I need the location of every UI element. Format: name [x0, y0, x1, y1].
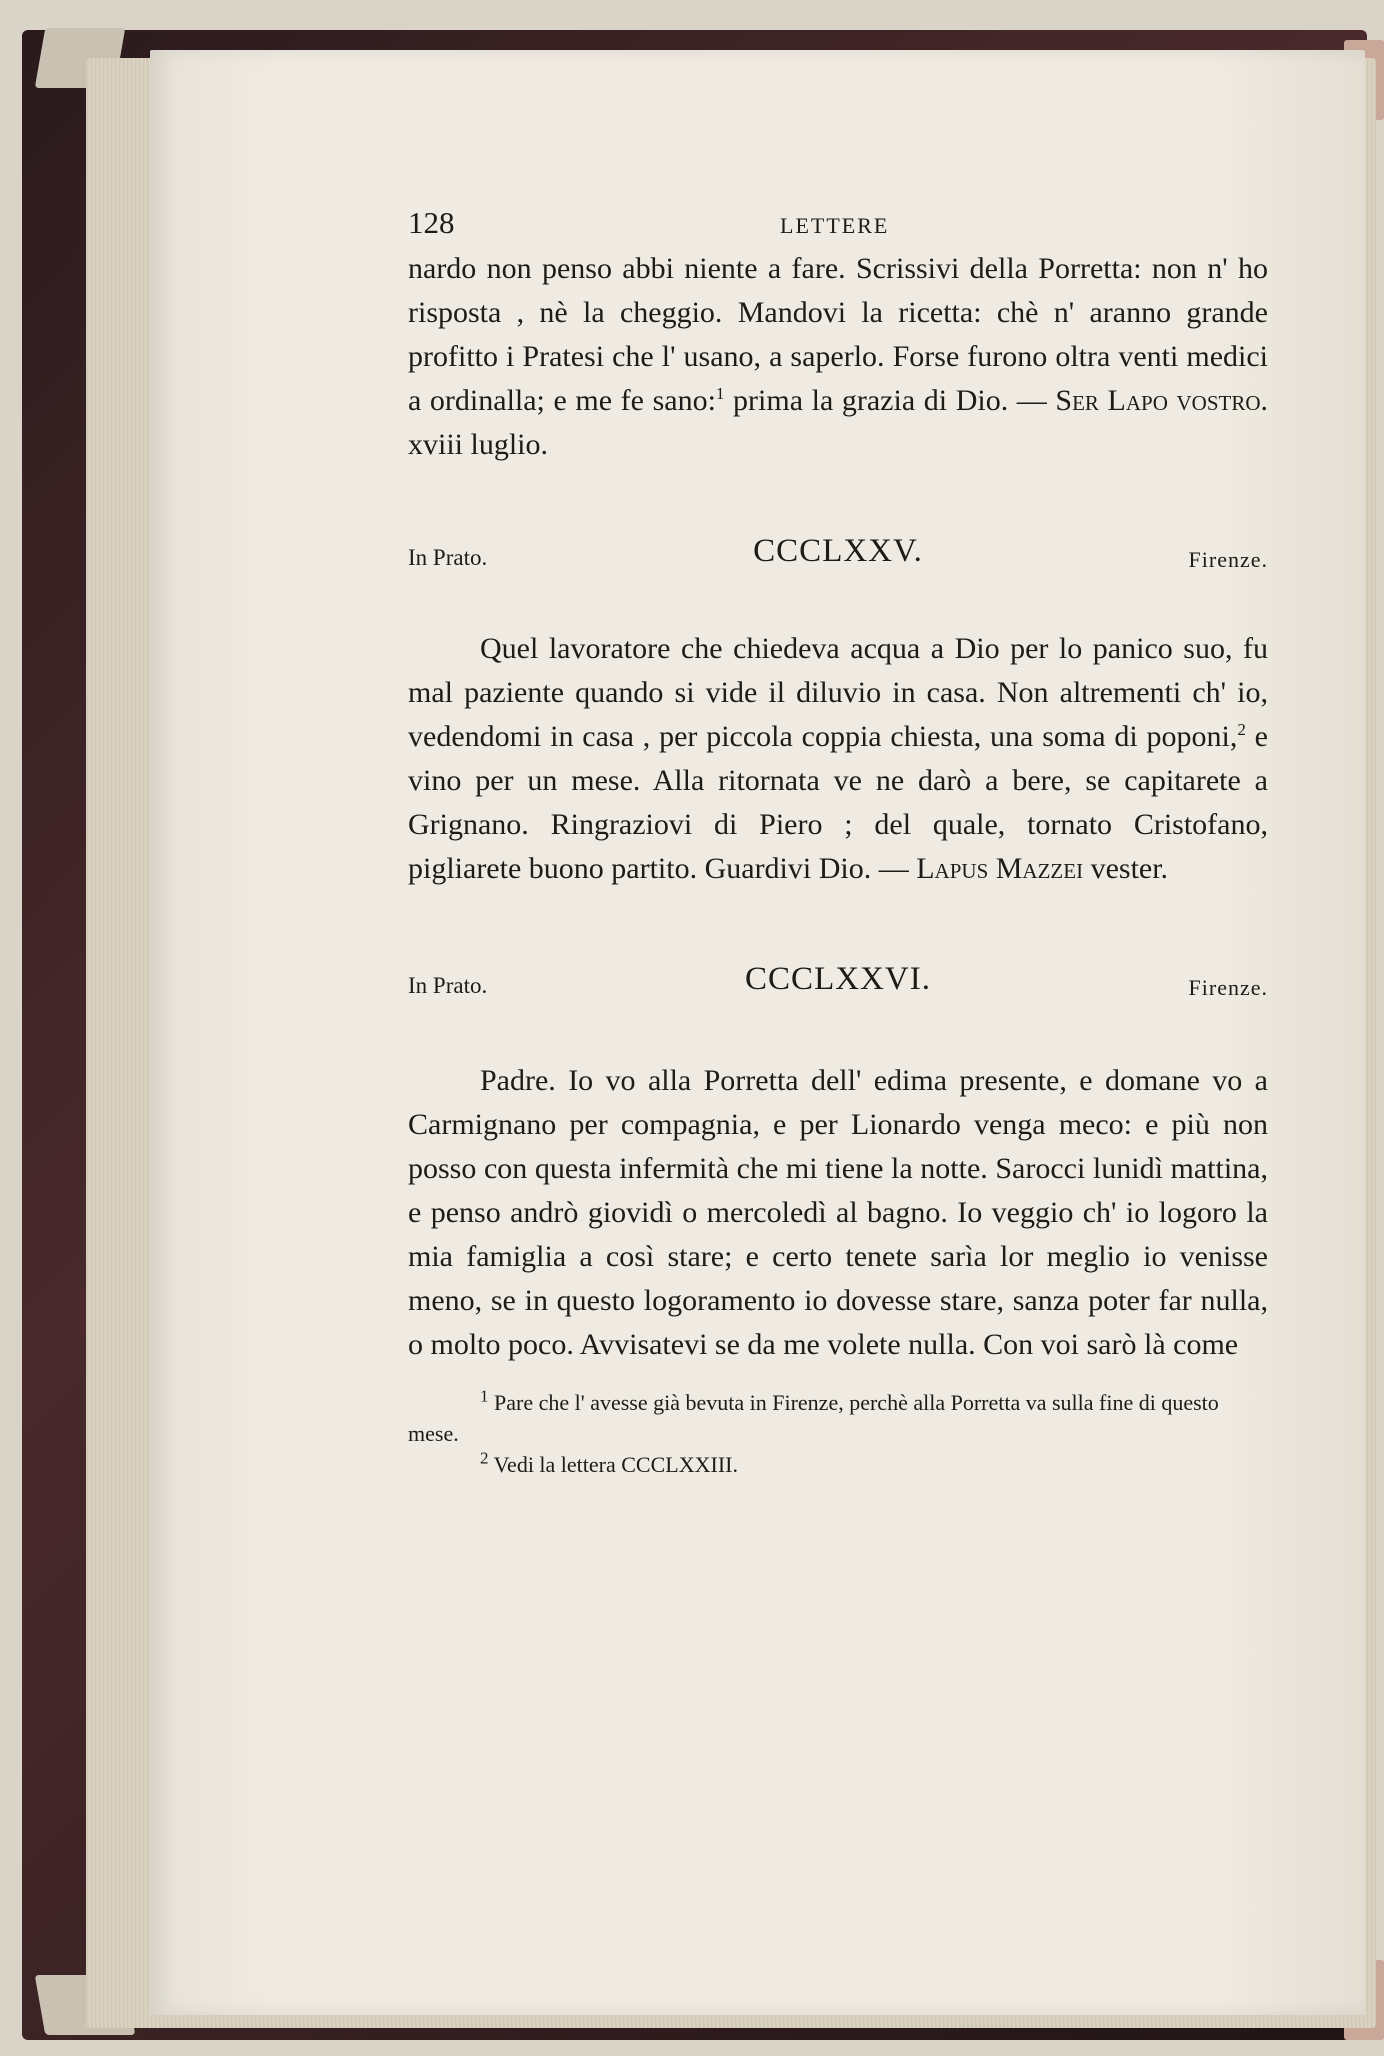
- footnotes: [408, 1387, 1268, 1480]
- place-to: Firenze.: [1188, 547, 1268, 572]
- letter-number: CCCLXXVI.: [745, 961, 931, 997]
- letter-number: CCCLXXV.: [753, 533, 923, 569]
- place-from: In Prato.: [408, 545, 488, 570]
- signature: Lapus Mazzei: [916, 852, 1084, 885]
- signature: Ser Lapo vostro: [1055, 384, 1261, 417]
- continuation-text: nardo non penso abbi niente a fare. Scrissivi della Porretta: non n' ho risposta , nè la cheggio. Mandovi la ricetta: chè n' aranno grande profitto i Pratesi che l' usano, a saperlo. Forse furono oltra venti medici a ordinalla; e me fe sano:: [408, 252, 1268, 417]
- letter-heading: [408, 533, 1268, 587]
- footnote-mark: 2: [480, 1448, 489, 1468]
- letter-text: Quel lavoratore che chiedeva acqua a Dio per lo panico suo, fu mal paziente quando si vide il diluvio in casa. Non altrementi ch' io, vedendomi in casa , per piccola coppia chiesta, una soma di poponi,: [408, 632, 1268, 753]
- continuation-text-2: prima la grazia di Dio. —: [724, 384, 1056, 417]
- footnote: [408, 1387, 1268, 1449]
- place-to: Firenze.: [1188, 975, 1268, 1000]
- page-number: 128: [408, 205, 455, 240]
- letter-continuation: [408, 247, 1268, 467]
- footnote-text: Vedi la lettera CCCLXXIII.: [488, 1452, 738, 1477]
- running-head: [408, 205, 1268, 245]
- letter-heading: [408, 961, 1268, 1015]
- letter-body: [408, 627, 1268, 891]
- footnote-ref: 2: [1237, 720, 1246, 739]
- closing: vester.: [1083, 852, 1169, 885]
- letter-body: Padre. Io vo alla Porretta dell' edima presente, e domane vo a Carmignano per compagnia, e per Lionardo venga meco: e più non posso con questa infermità che mi tiene la notte. Sarocci lunidì mattina, e penso andrò giovidì o mercoledì al bagno. Io veggio ch' io logoro la mia famiglia a così stare; e certo tenete sarìa lor meglio io venisse meno, se in questo logoramento io dovesse stare, sanza poter far nulla, o molto poco. Avvisatevi se da me volete nulla. Con voi sarò là come: [408, 1064, 1268, 1361]
- letter-date: . xviii luglio.: [408, 384, 1269, 461]
- place-from: In Prato.: [408, 973, 488, 998]
- footnote-mark: 1: [480, 1386, 489, 1406]
- letter-text-2: e vino per un mese. Alla ritornata ve ne darò a bere, se capitarete a Grignano. Ringraziovi di Piero ; del quale, tornato Cristofano, pigliarete buono partito. Guardivi Dio. —: [408, 720, 1268, 885]
- footnote-text: Pare che l' avesse già bevuta in Firenze, perchè alla Porretta va sulla fine di questo mese.: [408, 1390, 1219, 1446]
- page-content: [408, 205, 1268, 1480]
- footnote-ref: 1: [715, 384, 725, 403]
- running-title: LETTERE: [780, 213, 890, 238]
- footnote: [408, 1449, 1268, 1480]
